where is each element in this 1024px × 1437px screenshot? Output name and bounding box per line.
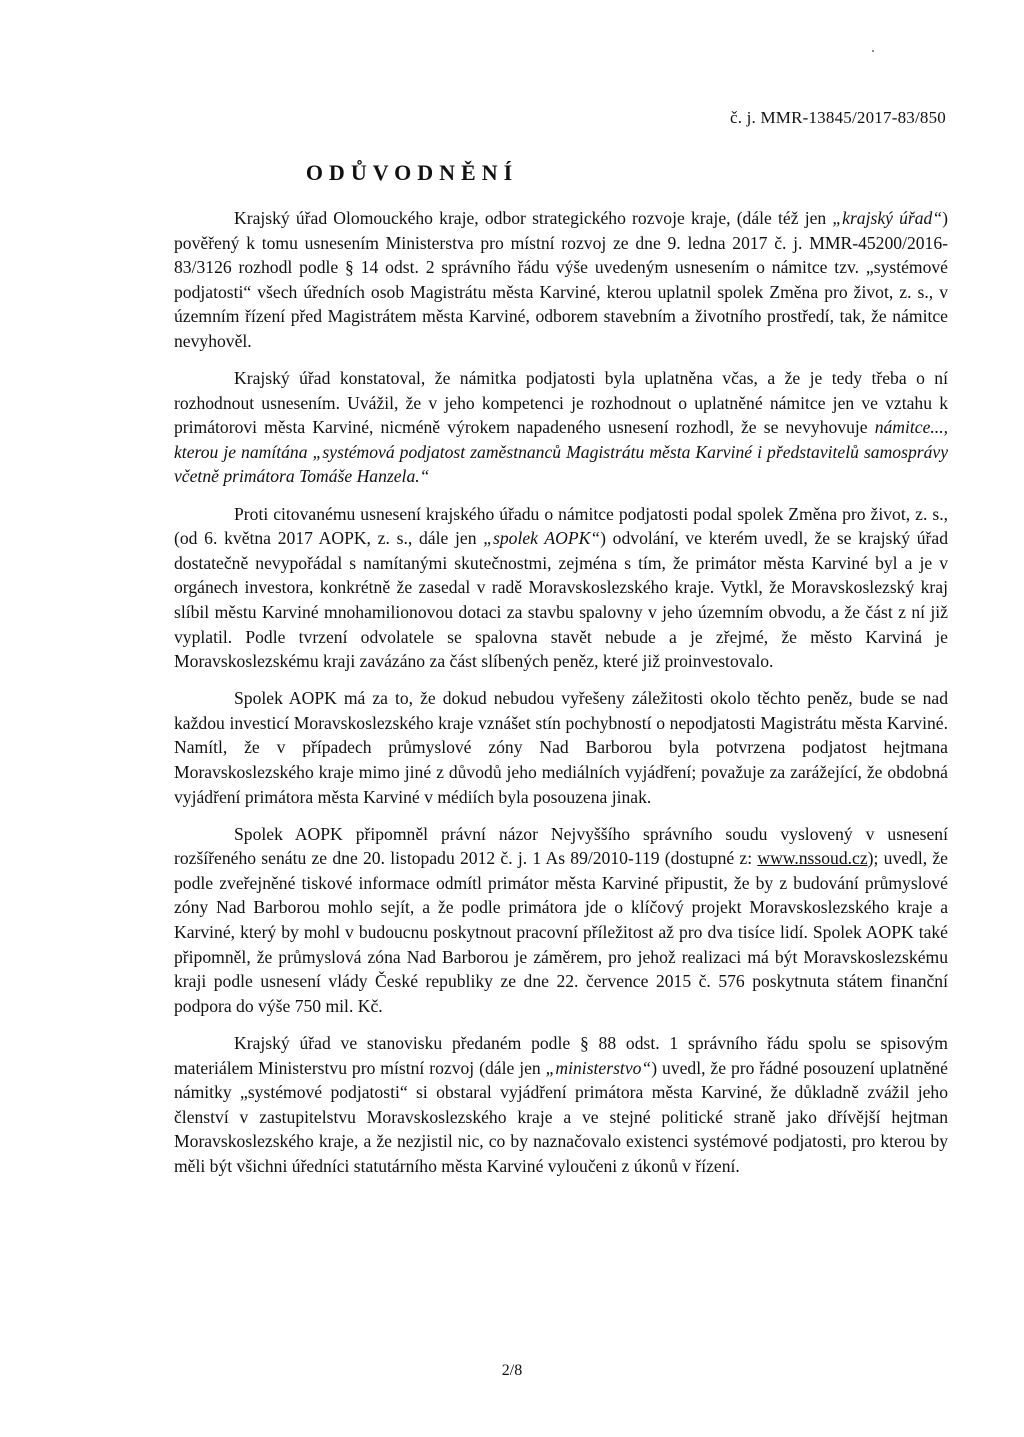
paragraph-text: námitce..., kterou je namítána „systémová podjatost zaměstnanců Magistrátu města Karviné i představitelů samosprávy včetně primátora Tomáše Hanzela.“ (174, 417, 948, 487)
paragraph-text: Spolek AOPK připomněl právní názor Nejvyššího správního soudu vyslovený v usnesení rozšířeného senátu ze dne 20. listopadu 2012 č. j. 1 As 89/2010-119 (dostupné z: (174, 823, 948, 869)
document-body (174, 206, 948, 1191)
paragraph-text: Krajský úřad ve stanovisku předaném podle § 88 odst. 1 správního řádu spolu se spisovým materiálem Ministerstvu pro místní rozvoj (dále jen (174, 1032, 948, 1078)
scan-speck (872, 50, 874, 52)
paragraph-text: ) uvedl, že pro řádné posouzení uplatněné námitky „systémové podjatosti“ si obstaral vyjádření primátora města Karviné, že důkladně zvážil jeho členství v zastupitelstvu Moravskoslezského kraje a ve stejné politické straně jako dřívější hejtman Moravskoslezského kraje, a že nezjistil nic, co by naznačovalo existenci systémové podjatosti, pro kterou by měli být všichni úředníci statutárního města Karviné vyloučeni z úkonů v řízení. (174, 1057, 948, 1176)
page-number: 2/8 (501, 1362, 523, 1379)
paragraph (174, 206, 948, 354)
section-heading (0, 160, 1024, 186)
link-text[interactable]: www.nssoud.cz (757, 848, 868, 869)
paragraph (174, 686, 948, 809)
paragraph-text: Krajský úřad Olomouckého kraje, odbor strategického rozvoje kraje, (dále též jen (234, 208, 833, 228)
paragraph-text: „spolek AOPK“ (483, 528, 601, 549)
paragraph-text: „ministerstvo“ (545, 1057, 652, 1078)
paragraph-text: Krajský úřad konstatoval, že námitka podjatosti byla uplatněna včas, a že je tedy třeba o ní rozhodnout usnesením. Uvážil, že v jeho kompetenci je rozhodnout o uplatněné námitce jen ve vztahu k primátorovi města Karviné, nicméně výrokem napadeného usnesení rozhodl, že se nevyhovuje (174, 368, 948, 438)
paragraph-text: ) odvolání, ve kterém uvedl, že se krajský úřad dostatečně nevypořádal s namítanými skutečnostmi, zejména s tím, že primátor města Karviné byl a je v orgánech investora, konkrétně že zasedal v radě Moravskoslezského kraje. Vytkl, že Moravskoslezský kraj slíbil městu Karviné mnohamilionovou dotaci za stavbu spalovny v jeho územním obvodu, a že část z ní již vyplatil. Podle tvrzení odvolatele se spalovna stavět nebude a je zřejmé, že město Karviná je Moravskoslezskému kraji zavázáno za část slíbených peněz, které již proinvestovalo. (174, 528, 948, 672)
reference-number: č. j. MMR-13845/2017-83/850 (729, 108, 946, 127)
section-heading-text: ODŮVODNĚNÍ (305, 160, 519, 185)
paragraph-text: ); uvedl, že podle zveřejněné tiskové informace odmítl primátor města Karviné připustit, že by z budování průmyslové zóny Nad Barborou mohlo sejít, a že podle primátora jde o klíčový projekt Moravskoslezského kraje a Karviné, který by mohl v budoucnu poskytnout pracovní příležitost až pro dva tisíce lidí. Spolek AOPK také připomněl, že průmyslová zóna Nad Barborou je záměrem, pro jehož realizaci má být Moravskoslezskému kraji podle usnesení vlády České republiky ze dne 22. července 2015 č. 576 poskytnuta státem finanční podpora do výše 750 mil. Kč. (174, 848, 948, 1016)
paragraph-text: „krajský úřad“ (832, 208, 943, 228)
paragraph (174, 1031, 948, 1179)
paragraph-text: Spolek AOPK má za to, že dokud nebudou vyřešeny záležitosti okolo těchto peněz, bude se nad každou investicí Moravskoslezského kraje vznášet stín pochybností o nepodjatosti Magistrátu města Karviné. Namítl, že v případech průmyslové zóny Nad Barborou byla potvrzena podjatost hejtmana Moravskoslezského kraje mimo jiné z důvodů jeho mediálních vyjádření; považuje za zarážející, že obdobná vyjádření primátora města Karviné v médiích byla posouzena jinak. (174, 688, 948, 807)
paragraph-text: Proti citovanému usnesení krajského úřadu o námitce podjatosti podal spolek Změna pro život, z. s., (od 6. května 2017 AOPK, z. s., dále jen (174, 503, 948, 549)
paragraph (174, 366, 948, 489)
paragraph (174, 822, 948, 1019)
paragraph-text: ) pověřený k tomu usnesením Ministerstva pro místní rozvoj ze dne 9. ledna 2017 č. j. MMR-45200/2016-83/3126 rozhodl podle § 14 odst. 2 správního řádu výše uvedeným usnesením o námitce tzv. „systémové podjatosti“ všech úředních osob Magistrátu města Karviné, kterou uplatnil spolek Změna pro život, z. s., v územním řízení před Magistrátem města Karviné, odborem stavebním a životního prostředí, tak, že námitce nevyhověl. (174, 208, 948, 351)
paragraph (174, 502, 948, 674)
